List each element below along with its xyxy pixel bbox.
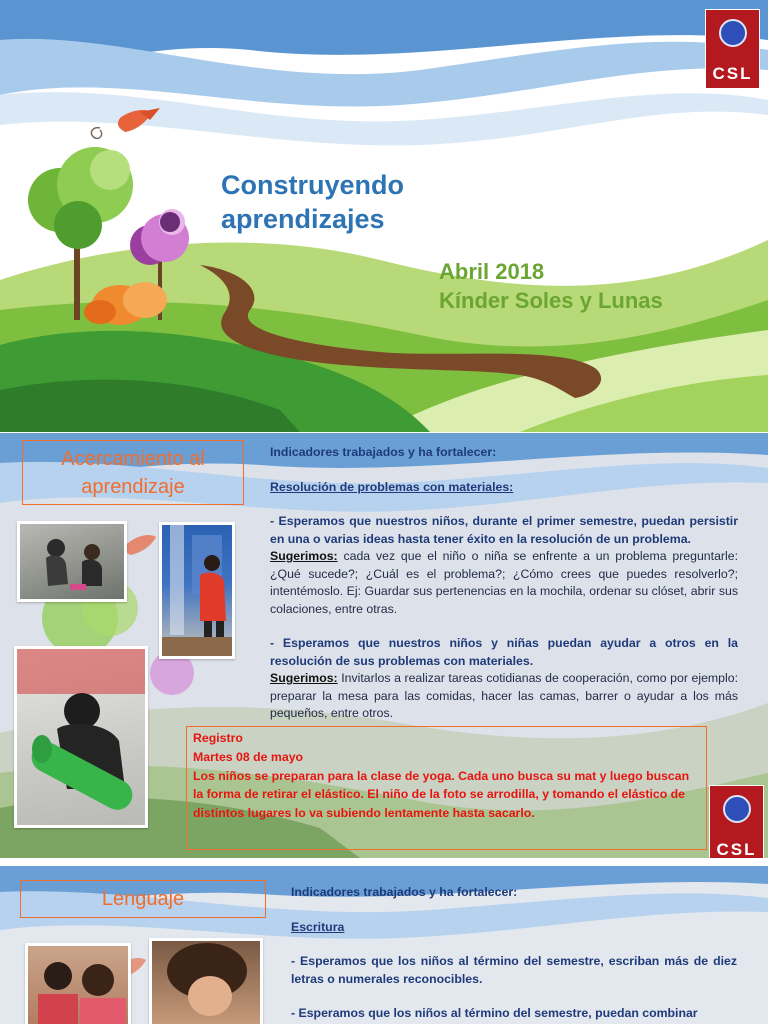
logo-circle-icon bbox=[719, 19, 747, 47]
logo-circle-icon bbox=[723, 795, 751, 823]
registro-box bbox=[186, 726, 707, 850]
registro-date: Martes 08 de mayo bbox=[193, 749, 304, 764]
section-title: Lenguaje bbox=[20, 880, 266, 918]
registro-text: Los niños se preparan para la clase de yoga. Cada uno busca su mat y luego buscan la forma de retirar el elástico. El niño de la foto se arrodilla, y tomando el elástico de distintos lugares lo va subiendo lentamente hasta sacarlo. bbox=[193, 768, 690, 821]
csl-logo: CSL bbox=[709, 785, 764, 858]
indicators-text bbox=[270, 444, 738, 723]
point-1: - Esperamos que nuestros niños, durante el primer semestre, puedan persistir en una o varias ideas hasta tener éxito en la resolución de un problema. bbox=[270, 514, 738, 546]
indicators-text bbox=[291, 884, 737, 1023]
point-1: - Esperamos que los niños al término del semestre, escriban más de diez letras o numerales reconocibles. bbox=[291, 954, 737, 986]
photo-boy-yoga-mat bbox=[14, 646, 148, 828]
subheading: Resolución de problemas con materiales: bbox=[270, 479, 514, 494]
subheading: Escritura bbox=[291, 919, 345, 934]
language-slide bbox=[0, 866, 768, 1024]
presentation-date: Abril 2018 bbox=[439, 259, 545, 284]
photo-children-writing bbox=[25, 943, 131, 1024]
photo-girl-door bbox=[159, 522, 235, 659]
indicators-heading: Indicadores trabajados y ha fortalecer: bbox=[291, 885, 518, 899]
point-2: - Esperamos que los niños al término del semestre, puedan combinar bbox=[291, 1006, 698, 1020]
suggest-text-1: cada vez que el niño o niña se enfrente a un problema preguntarle: ¿Qué sucede?; ¿Cuál es el problema?; ¿Cómo crees que puedes resolverlo?; intentémoslo. Ej: Guardar sus pertenencias en la mochila, ordenar su clóset, abrir sus colaciones, entre otras. bbox=[270, 549, 738, 616]
registro-title: Registro bbox=[193, 731, 243, 745]
photo-girl-writing bbox=[149, 938, 263, 1024]
section-title: Acercamiento al aprendizaje bbox=[22, 440, 244, 505]
csl-logo: CSL bbox=[705, 9, 760, 89]
photo-children-floor bbox=[17, 521, 127, 602]
presentation-group: Kínder Soles y Lunas bbox=[439, 288, 663, 313]
suggest-label-1: Sugerimos: bbox=[270, 549, 338, 563]
suggest-text-2: Invitarlos a realizar tareas cotidianas de cooperación, como por ejemplo: preparar la mesa para las comidas, hacer las camas, barrer o ayudar a los más pequeños, entre otros. bbox=[270, 671, 738, 720]
title-slide bbox=[0, 0, 768, 432]
learning-slide bbox=[0, 433, 768, 858]
suggest-label-2: Sugerimos: bbox=[270, 671, 338, 685]
point-2: - Esperamos que nuestros niños y niñas puedan ayudar a otros en la resolución de sus problemas con materiales. bbox=[270, 636, 738, 668]
presentation-title: Construyendo aprendizajes bbox=[221, 170, 405, 234]
indicators-heading: Indicadores trabajados y ha fortalecer: bbox=[270, 445, 497, 459]
